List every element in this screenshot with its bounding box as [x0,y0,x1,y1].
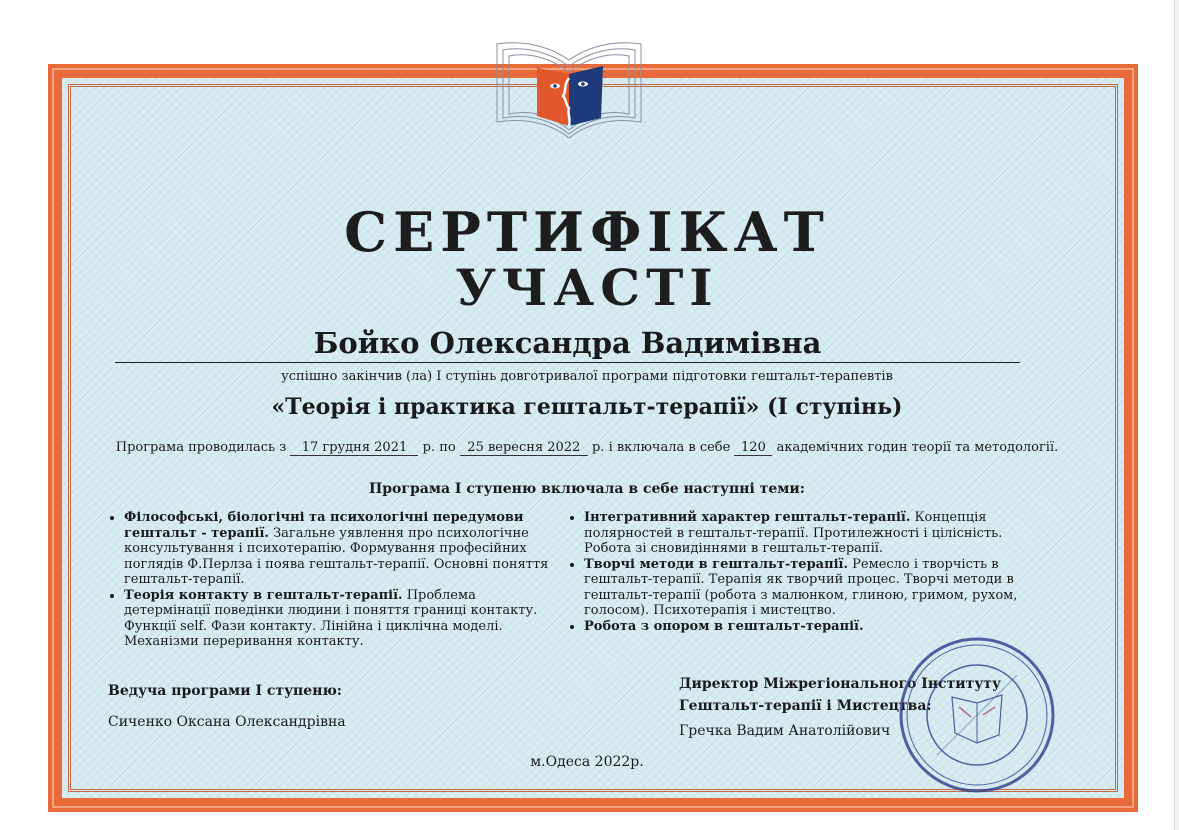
list-item [584,619,1038,635]
lead-label: Ведуча програми І ступеню: [108,683,342,699]
theme-text: Проблема детермінації поведінки людини і поняття границі контакту. Функції self. Фази контакту. Лінійна і циклічна моделі. Механізми переривання контакту. [124,587,538,649]
certificate-title: СЕРТИФІКАТ [344,200,830,264]
director-title-line2: Гештальт-терапії і Мистецтва: [679,698,932,714]
theme-title: Творчі методи в гештальт-терапії. [584,556,849,572]
theme-title: Робота з опором в гештальт-терапії. [584,618,864,634]
theme-text: Загальне уявлення про психологічне консультування і психотерапію. Формування професійних поглядів Ф.Перлза і поява гештальт-терапії. Основні поняття гештальт-терапії. [124,525,549,587]
director-name: Гречка Вадим Анатолійович [679,723,891,739]
themes-heading: Програма І ступеню включала в себе наступні теми: [369,481,805,497]
open-book-face-logo-icon [493,38,645,150]
themes-left-column [108,510,560,650]
dates-mid: р. по [422,440,456,455]
list-item [584,557,1038,619]
dates-prefix: Програма проводилась з [115,440,287,455]
end-date: 25 вересня 2022 [460,440,588,456]
dates-suffix: академічних годин теорії та методології. [776,440,1059,455]
dates-mid2: р. і включала в себе [591,440,731,455]
start-date: 17 грудня 2021 [290,440,418,456]
certificate-subtitle: УЧАСТІ [455,258,719,317]
program-title: «Теорія і практика гештальт-терапії» (І ступінь) [271,394,903,420]
list-item [124,510,560,588]
completion-statement: успішно закінчив (ла) І ступінь довготривалої програми підготовки гештальт-терапевтів [281,369,893,384]
theme-title: Теорія контакту в гештальт-терапії. [124,587,403,603]
city-year: м.Одеса 2022р. [530,754,644,770]
theme-text: Ремесло і творчість в гештальт-терапії. Терапія як творчий процес. Творчі методи в гештальт-терапії (робота з малюнком, глиною, гримом, рухом, голосом). Психотерапія і мистецтво. [584,556,1018,618]
list-item [124,588,560,650]
hours: 120 [734,440,772,456]
program-dates [0,440,1174,456]
theme-title: Філософські, біологічні та психологічні передумови гештальт - терапії. [124,510,524,541]
lead-name: Сиченко Оксана Олександрівна [108,714,346,730]
round-institute-seal-icon [897,635,1057,795]
recipient-name: Бойко Олександра Вадимівна [115,326,1020,363]
theme-title: Інтегративний характер гештальт-терапії. [584,510,911,525]
list-item [584,510,1038,557]
director-title-line1: Директор Міжрегіонального Інституту [679,676,1001,692]
theme-text: Концепція полярностей в гештальт-терапії. Протилежності і цілісність. Робота зі сновидіннями в гештальт-терапії. [584,510,1003,556]
themes-right-column [568,510,1038,634]
